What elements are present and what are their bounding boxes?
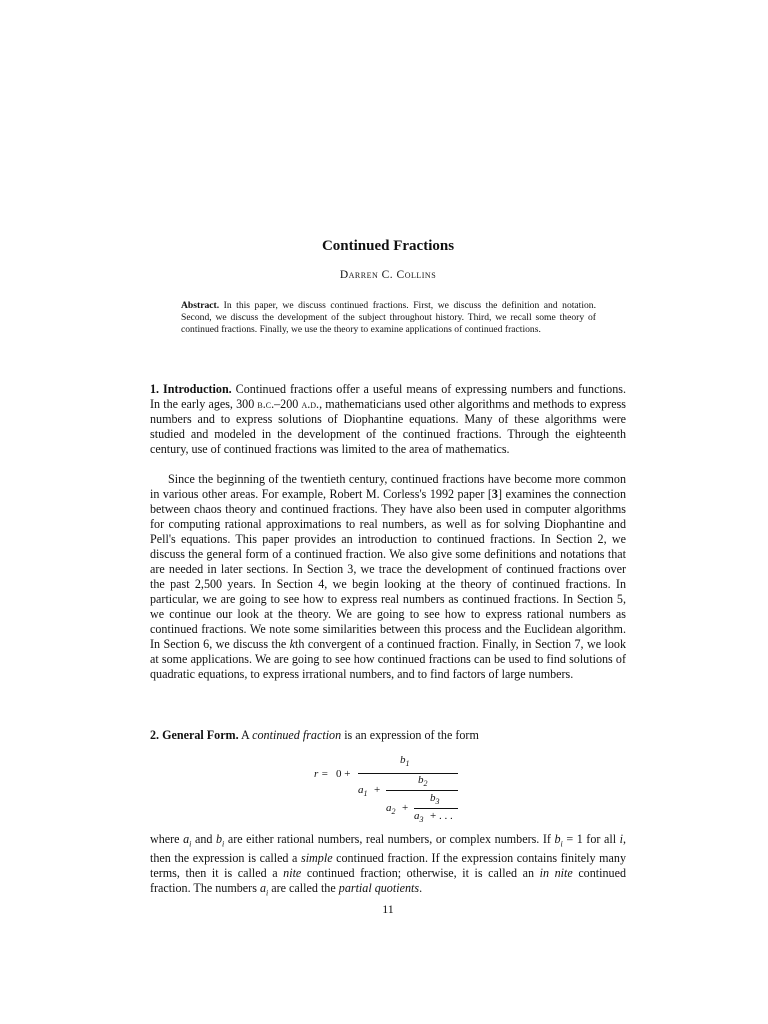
formula-a1: $a_1$ — [358, 784, 368, 799]
intro-text: ] examines the connection between chaos theory and continued fractions. They have also been used in computer algorithms for computing rational approximations to real numbers, as well as for solving Diophantine and Pell's equations. This paper provides an introduction to continued fractions. In Section 2, we discuss the general form of a continued fraction. We also give some definitions and notations that are needed in later sections. In Section 3, we trace the development of continued fractions over the past 2,500 years. In Section 4, we begin looking at the theory of continued fractions. In particular, we are going to see how to express real numbers as continued fractions. In Section 5, we continue our look at the theory. We are going to see how to express rational numbers as continued fractions. We note some similarities between this process and the Euclidean algorithm. In Section 6, we discuss the — [150, 487, 626, 651]
general-form-paragraph: where $a_i$ and $b_i$ are either rational numbers, real numbers, or complex numbers. If $b_i = 1$ for all i, then the expression is called a simple continued fraction. If the expression contains finitely many terms, then it is called a nite continued fraction; otherwise, it is called an in nite continued fraction. The numbers $a_i$ are called the partial quotients. — [150, 832, 627, 898]
formula-a0: 0 + — [336, 768, 351, 780]
continued-fraction-formula — [310, 752, 630, 828]
formula-a3: $a_3$ — [414, 810, 424, 825]
intro-paragraph-1 — [150, 382, 626, 457]
general-form-intro — [150, 728, 626, 743]
section-1-heading: 1. Introduction. — [150, 382, 232, 396]
intro-text: Since the beginning of the twentieth century, continued fractions have become more common in various other areas. For example, Robert M. Corless's 1992 paper [ — [150, 472, 626, 501]
intro-text: Continued fractions offer a useful means of expressing numbers and functions. In the early ages, 300 — [150, 382, 626, 411]
section-2-text: is an expression of the form — [344, 728, 479, 742]
abstract-text: In this paper, we discuss continued fractions. First, we discuss the definition and notation. Second, we discuss the development of the subject throughout history. Third, we recall some theory of continued fractions. Finally, we use the theory to examine applications of continued fractions. — [181, 300, 596, 336]
era-range: –200 — [274, 397, 299, 411]
section-2-text: A — [241, 728, 250, 742]
formula-b2: $b_2$ — [418, 774, 428, 789]
fraction-bar-2 — [386, 790, 458, 791]
intro-text: , mathematicians used other algorithms and methods to express numbers and to express solutions of Diophantine equations. Many of these algorithms were studied and modeled in the development of the continued fractions. Through the eighteenth century, use of continued fractions was limited to the area of mathematics. — [150, 397, 627, 456]
term-continued-fraction: continued fraction — [252, 728, 342, 742]
formula-plus-1: + — [374, 784, 381, 796]
term-simple: simple — [300, 851, 333, 866]
page-number: 11 — [382, 902, 394, 916]
paper-author: Darren C. Collins — [339, 269, 437, 281]
var-a-i: $a_i$ — [259, 881, 269, 898]
formula-plus-2: + — [402, 802, 409, 814]
era-ad: a.d. — [301, 397, 320, 411]
var-a-i: $a_i$ — [183, 832, 192, 849]
var-b-i: $b_i$ — [215, 832, 225, 849]
term-infinite: in nite — [539, 866, 573, 881]
fraction-bar-3 — [414, 808, 458, 809]
abstract-label: Abstract. — [181, 300, 220, 311]
formula-b1: $b_1$ — [400, 754, 410, 769]
term-finite: nite — [283, 866, 302, 881]
formula-b3: $b_3$ — [430, 792, 440, 807]
intro-paragraph-2 — [150, 472, 626, 682]
section-2-heading: 2. General Form. — [150, 728, 239, 742]
intro-text: th convergent of a continued fraction. Finally, in Section 7, we look at some applications. We are going to see how continued fractions can be used to find solutions of quadratic equations, to express irrational numbers, and to find factors of large numbers. — [150, 637, 626, 681]
formula-lhs: r = — [314, 768, 329, 780]
var-b-i: $b_i$ — [554, 832, 563, 849]
k-variable: k — [289, 637, 296, 651]
abstract — [181, 300, 596, 337]
var-i: i — [619, 832, 623, 846]
fraction-bar-1 — [358, 773, 458, 774]
citation-ref[interactable]: 3 — [491, 487, 498, 501]
formula-tail: + . . . — [430, 810, 453, 822]
formula-a2: $a_2$ — [386, 802, 396, 817]
era-bc: b.c. — [257, 397, 275, 411]
paper-title: Continued Fractions — [321, 238, 455, 254]
term-partial-quotients: partial quotients — [338, 881, 420, 896]
